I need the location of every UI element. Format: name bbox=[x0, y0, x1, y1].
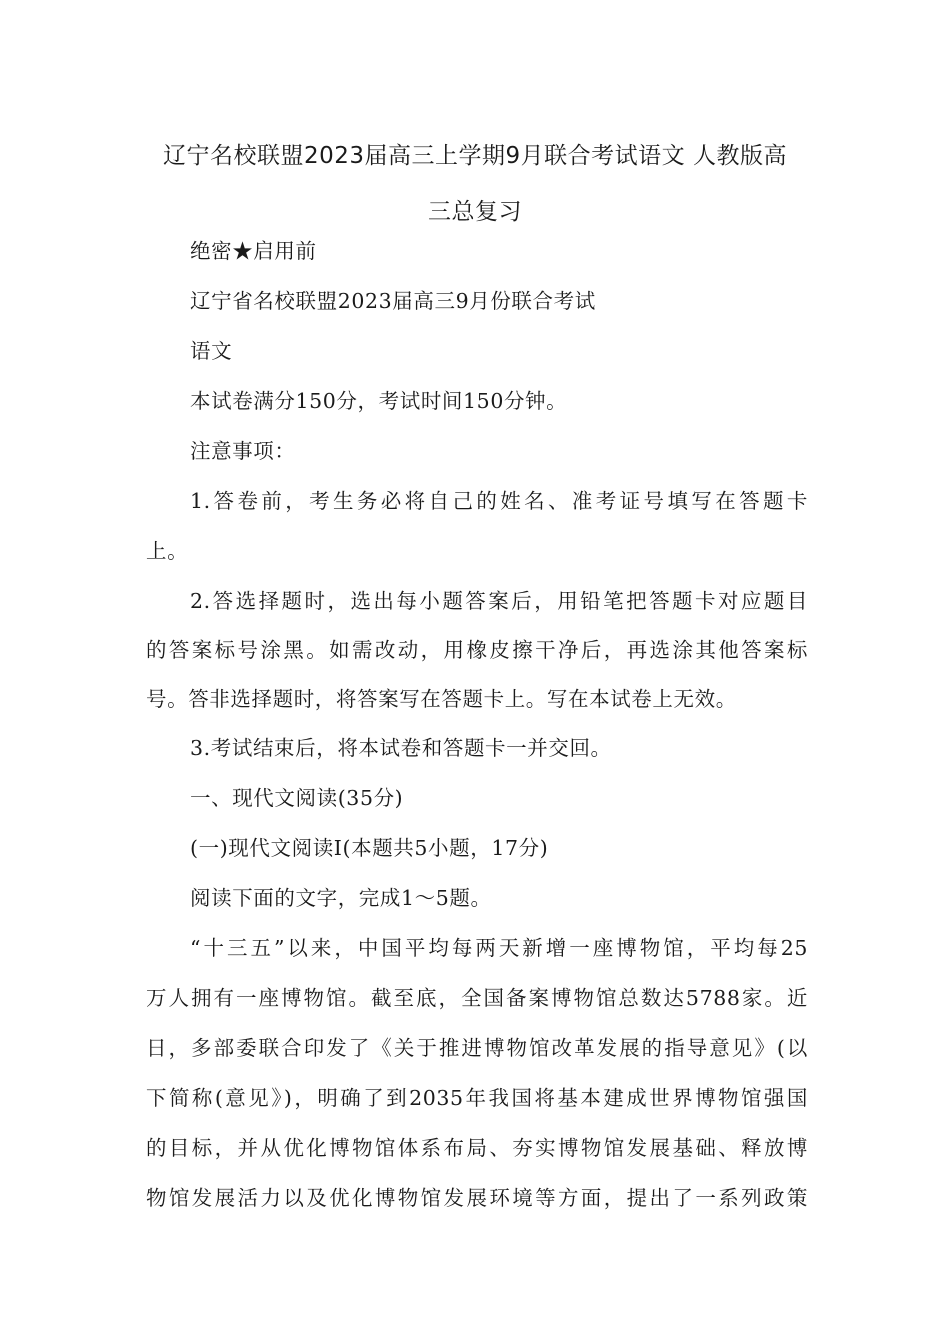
notes-heading: 注意事项： bbox=[190, 439, 296, 463]
confidential-mark: 绝密★启用前 bbox=[190, 239, 317, 263]
passage-line-3: 日，多部委联合印发了《关于推进博物馆改革发展的指导意见》(以 bbox=[146, 1036, 808, 1060]
note-2-line-2: 的答案标号涂黑。如需改动，用橡皮擦干净后，再选涂其他答案标 bbox=[146, 638, 808, 662]
note-1-line-1: 1.答卷前，考生务必将自己的姓名、准考证号填写在答题卡 bbox=[190, 489, 808, 513]
document-title bbox=[120, 128, 830, 240]
passage-line-5: 的目标，并从优化博物馆体系布局、夯实博物馆发展基础、释放博 bbox=[146, 1136, 808, 1160]
title-line-2: 三总复习 bbox=[428, 199, 522, 225]
title-line-1: 辽宁名校联盟2023届高三上学期9月联合考试语文 人教版高 bbox=[163, 143, 787, 169]
passage-line-2: 万人拥有一座博物馆。截至底，全国备案博物馆总数达5788家。近 bbox=[146, 986, 808, 1010]
passage-line-4: 下简称(意见》)，明确了到2035年我国将基本建成世界博物馆强国 bbox=[146, 1086, 808, 1110]
subject-label: 语文 bbox=[190, 339, 233, 363]
note-2-line-3: 号。答非选择题时，将答案写在答题卡上。写在本试卷上无效。 bbox=[146, 687, 737, 711]
passage-line-6: 物馆发展活力以及优化博物馆发展环境等方面，提出了一系列政策 bbox=[146, 1186, 808, 1210]
note-3: 3.考试结束后，将本试卷和答题卡一并交回。 bbox=[190, 736, 612, 760]
passage-line-1: “十三五”以来，中国平均每两天新增一座博物馆，平均每25 bbox=[190, 936, 808, 960]
note-1-line-2: 上。 bbox=[146, 539, 189, 563]
note-2-line-1: 2.答选择题时，选出每小题答案后，用铅笔把答题卡对应题目 bbox=[190, 589, 808, 613]
subsection-1-heading: (一)现代文阅读Ⅰ(本题共5小题，17分) bbox=[190, 836, 549, 860]
exam-name: 辽宁省名校联盟2023届高三9月份联合考试 bbox=[190, 289, 596, 313]
reading-instruction: 阅读下面的文字，完成1～5题。 bbox=[190, 886, 492, 910]
score-time-info: 本试卷满分150分，考试时间150分钟。 bbox=[190, 389, 568, 413]
section-1-heading: 一、现代文阅读(35分) bbox=[190, 786, 404, 810]
